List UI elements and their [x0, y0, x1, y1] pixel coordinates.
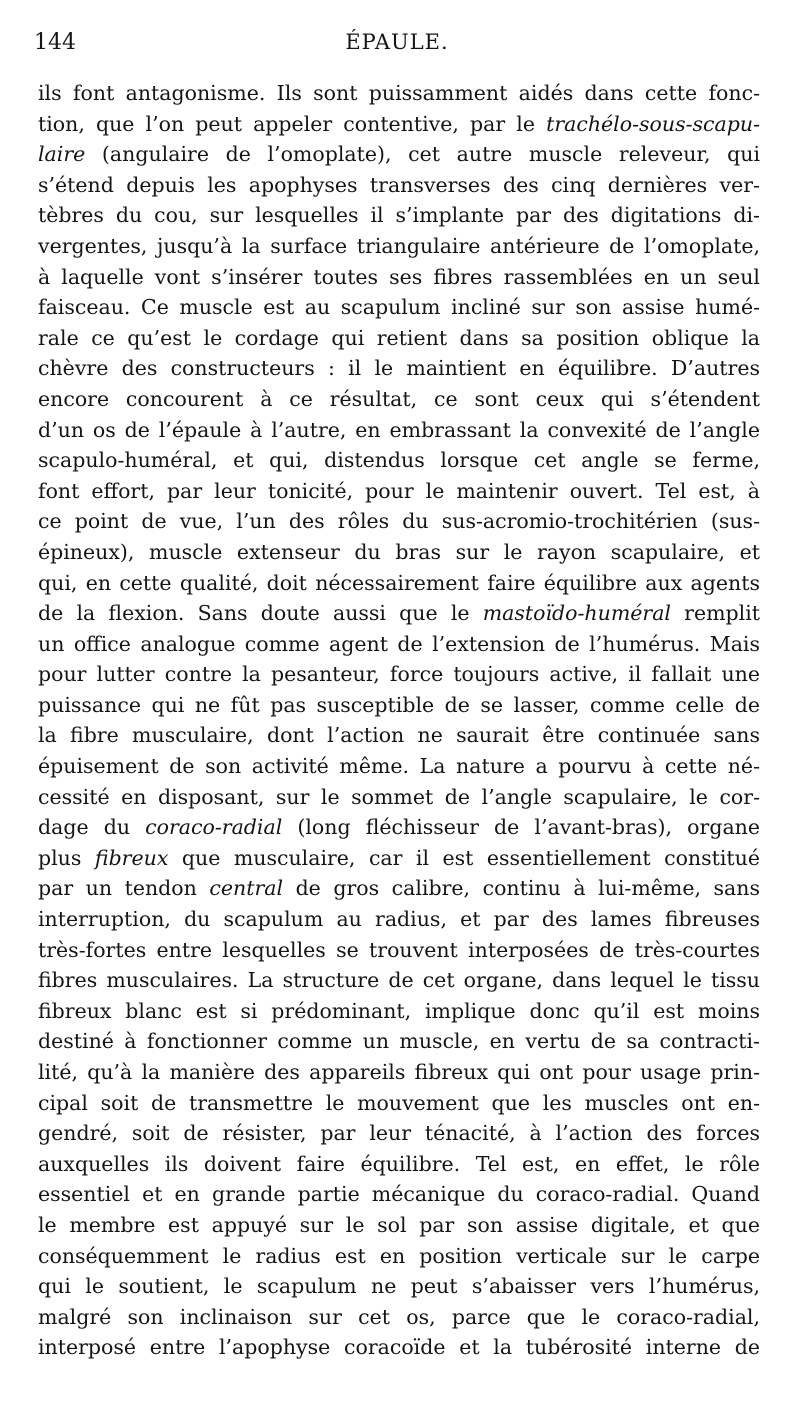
text-line: [38, 965, 760, 996]
text-segment: par un tendon: [38, 876, 210, 901]
text-segment: conséquemment le radius est en position verticale sur le carpe: [38, 1243, 760, 1268]
text-segment: plus: [38, 845, 95, 870]
text-line: [38, 170, 760, 201]
text-segment: cessité en disposant, sur le sommet de l’angle scapulaire, le cor-: [38, 784, 760, 809]
text-line: [38, 1271, 760, 1302]
text-line: [38, 1210, 760, 1241]
text-line: [38, 262, 760, 293]
text-segment: destiné à fonctionner comme un muscle, en vertu de sa contracti-: [38, 1029, 760, 1054]
text-segment: lité, qu’à la manière des appareils fibreux qui ont pour usage prin-: [38, 1060, 760, 1084]
text-line: [38, 109, 760, 140]
text-line: [38, 568, 760, 599]
text-segment: vergentes, jusqu’à la surface triangulaire antérieure de l’omoplate,: [38, 233, 760, 258]
text-segment: cipal soit de transmettre le mouvement que les muscles ont en-: [38, 1090, 760, 1115]
text-line: [38, 353, 760, 384]
text-segment: encore concourent à ce résultat, ce sont ceux qui s’étendent: [38, 386, 760, 411]
text-segment: s’étend depuis les apophyses transverses des cinq dernières ver-: [38, 172, 760, 197]
text-line: [38, 292, 760, 323]
text-segment: interposé entre l’apophyse coracoïde et la tubérosité interne de: [38, 1335, 760, 1360]
text-segment: dage du: [38, 815, 146, 840]
text-segment: gendré, soit de résister, par leur ténacité, à l’action des forces: [38, 1121, 760, 1146]
text-segment: un office analogue comme agent de l’extension de l’humérus. Mais: [38, 631, 760, 656]
text-segment: fibreux blanc est si prédominant, implique donc qu’il est moins: [38, 998, 760, 1023]
text-line: [38, 843, 760, 874]
italic-term: central: [209, 876, 284, 901]
text-segment: pour lutter contre la pesanteur, force toujours active, il fallait une: [38, 662, 760, 687]
text-line: [38, 1088, 760, 1119]
text-segment: de la flexion. Sans doute aussi que le: [38, 601, 483, 626]
running-title: ÉPAULE.: [345, 30, 449, 54]
text-segment: à laquelle vont s’insérer toutes ses fibres rassemblées en un seul: [38, 264, 760, 289]
italic-term: fibreux: [94, 845, 169, 870]
text-line: [38, 659, 760, 690]
text-segment: chèvre des constructeurs : il le maintient en équilibre. D’autres: [38, 356, 760, 381]
page-number: 144: [34, 30, 76, 55]
text-line: [38, 1179, 760, 1210]
text-segment: font effort, par leur tonicité, pour le maintenir ouvert. Tel est, à: [38, 478, 760, 503]
text-line: [38, 445, 760, 476]
text-line: [38, 598, 760, 629]
text-line: [38, 1026, 760, 1057]
text-line: [38, 904, 760, 935]
text-line: [38, 1332, 760, 1363]
text-line: [38, 629, 760, 660]
italic-term: laire: [38, 142, 86, 167]
text-segment: très-fortes entre lesquelles se trouvent interposées de très-courtes: [38, 937, 760, 962]
text-line: [38, 1057, 760, 1088]
text-line: [38, 506, 760, 537]
text-segment: épineux), muscle extenseur du bras sur le rayon scapulaire, et: [38, 539, 760, 564]
text-segment: la fibre musculaire, dont l’action ne saurait être continuée sans: [38, 723, 760, 748]
text-line: [38, 1149, 760, 1180]
text-line: [38, 690, 760, 721]
text-segment: ils font antagonisme. Ils sont puissamment aidés dans cette fonc-: [38, 81, 760, 105]
text-line: [38, 231, 760, 262]
text-line: [38, 873, 760, 904]
text-line: [38, 1302, 760, 1333]
text-segment: de gros calibre, continu à lui-même, sans: [283, 876, 760, 901]
text-segment: qui, en cette qualité, doit nécessairement faire équilibre aux agents: [38, 570, 760, 595]
italic-term: mastoïdo-huméral: [482, 601, 671, 626]
text-line: [38, 782, 760, 813]
italic-term: trachélo-sous-scapu-: [546, 111, 760, 136]
text-segment: tèbres du cou, sur lesquelles il s’implante par des digitations di-: [38, 203, 760, 228]
text-segment: faisceau. Ce muscle est au scapulum incliné sur son assise humé-: [38, 295, 760, 320]
text-line: [38, 139, 760, 170]
page-header: [34, 30, 760, 66]
text-segment: puissance qui ne fût pas susceptible de se lasser, comme celle de: [38, 692, 760, 717]
text-line: [38, 384, 760, 415]
text-segment: (long fléchisseur de l’avant-bras), organe: [282, 815, 760, 840]
text-line: [38, 200, 760, 231]
text-line: [38, 78, 760, 109]
text-segment: d’un os de l’épaule à l’autre, en embrassant la convexité de l’angle: [38, 417, 760, 442]
body-text: [38, 78, 760, 1363]
text-line: [38, 996, 760, 1027]
text-line: [38, 323, 760, 354]
text-segment: que musculaire, car il est essentiellement constitué: [168, 845, 760, 870]
text-segment: remplit: [670, 601, 760, 626]
text-segment: auxquelles ils doivent faire équilibre. Tel est, en effet, le rôle: [38, 1151, 760, 1176]
text-segment: épuisement de son activité même. La nature a pourvu à cette né-: [38, 754, 760, 779]
text-line: [38, 751, 760, 782]
text-segment: (angulaire de l’omoplate), cet autre muscle releveur, qui: [85, 142, 760, 167]
text-line: [38, 935, 760, 966]
text-segment: essentiel et en grande partie mécanique du coraco-radial. Quand: [38, 1182, 760, 1207]
text-line: [38, 1241, 760, 1272]
italic-term: coraco-radial: [145, 815, 283, 840]
text-line: [38, 476, 760, 507]
text-segment: ce point de vue, l’un des rôles du sus-acromio-trochitérien (sus-: [38, 509, 760, 534]
text-segment: rale ce qu’est le cordage qui retient dans sa position oblique la: [38, 325, 760, 350]
text-line: [38, 812, 760, 843]
text-line: [38, 415, 760, 446]
text-segment: qui le soutient, le scapulum ne peut s’abaisser vers l’humérus,: [38, 1274, 760, 1299]
text-segment: le membre est appuyé sur le sol par son assise digitale, et que: [38, 1212, 760, 1237]
text-segment: fibres musculaires. La structure de cet organe, dans lequel le tissu: [38, 968, 760, 993]
text-line: [38, 537, 760, 568]
text-segment: interruption, du scapulum au radius, et par des lames fibreuses: [38, 907, 760, 932]
text-line: [38, 1118, 760, 1149]
text-line: [38, 720, 760, 751]
text-segment: tion, que l’on peut appeler contentive, par le: [38, 111, 547, 136]
text-segment: scapulo-huméral, et qui, distendus lorsque cet angle se ferme,: [38, 448, 760, 473]
text-segment: malgré son inclinaison sur cet os, parce que le coraco-radial,: [38, 1304, 760, 1329]
